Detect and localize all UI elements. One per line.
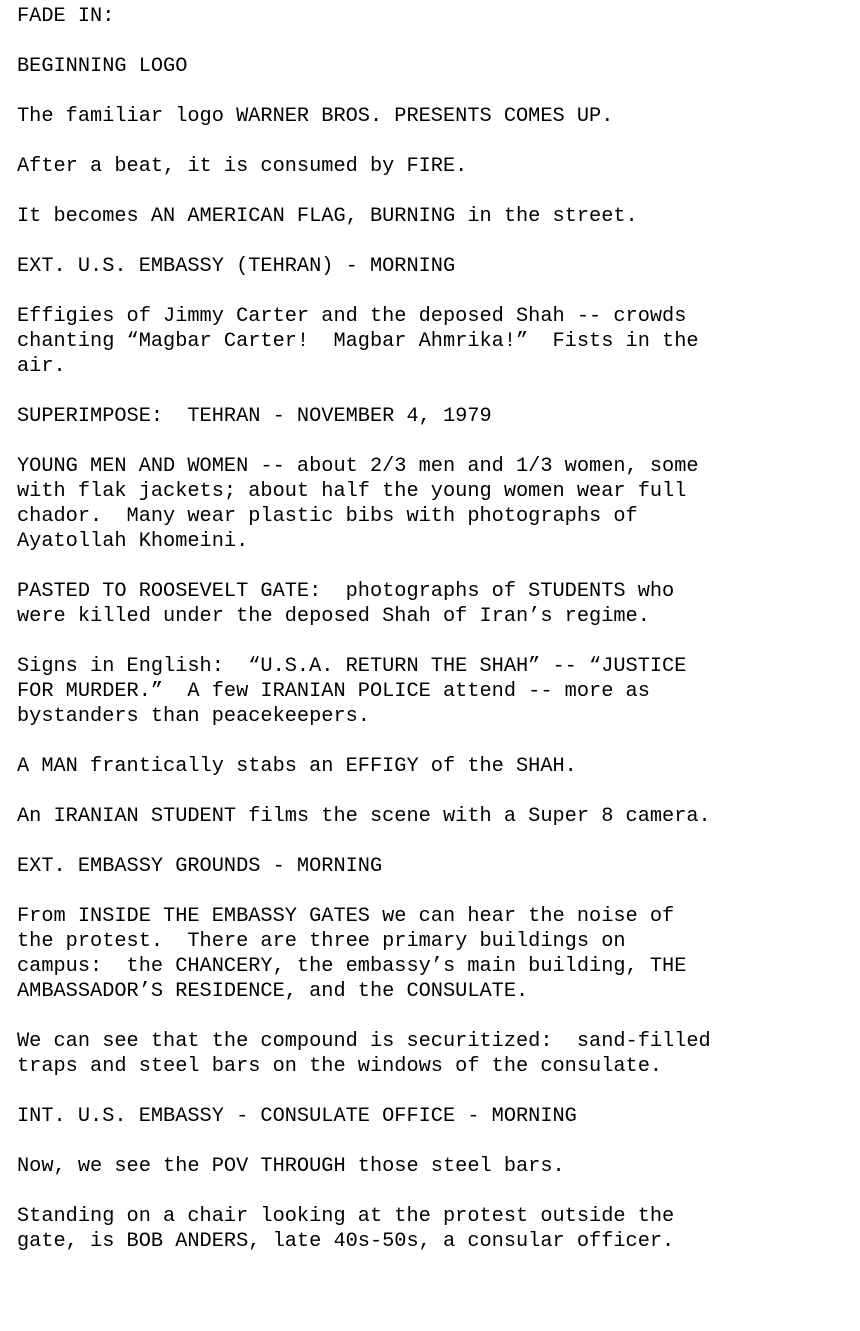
action-paragraph [17, 304, 860, 379]
text-line: chador. Many wear plastic bibs with photographs of [17, 505, 638, 528]
text-line: YOUNG MEN AND WOMEN -- about 2/3 men and 1/3 women, some [17, 455, 699, 478]
text-line: Ayatollah Khomeini. [17, 530, 249, 553]
text-line: Now, we see the POV THROUGH those steel bars. [17, 1155, 565, 1178]
action-paragraph [17, 54, 860, 79]
action-paragraph [17, 104, 860, 129]
text-line: A MAN frantically stabs an EFFIGY of the SHAH. [17, 755, 577, 778]
action-paragraph [17, 404, 860, 429]
text-line: After a beat, it is consumed by FIRE. [17, 155, 468, 178]
action-paragraph [17, 1029, 860, 1079]
text-line: From INSIDE THE EMBASSY GATES we can hear the noise of [17, 905, 675, 928]
text-line: chanting “Magbar Carter! Magbar Ahmrika!” Fists in the [17, 330, 699, 353]
text-line: gate, is BOB ANDERS, late 40s-50s, a consular officer. [17, 1230, 675, 1253]
text-line: EXT. U.S. EMBASSY (TEHRAN) - MORNING [17, 255, 456, 278]
transition [17, 4, 860, 29]
text-line: INT. U.S. EMBASSY - CONSULATE OFFICE - MORNING [17, 1105, 577, 1128]
text-line: air. [17, 355, 66, 378]
text-line: An IRANIAN STUDENT films the scene with a Super 8 camera. [17, 805, 711, 828]
action-paragraph [17, 204, 860, 229]
action-paragraph [17, 579, 860, 629]
text-line: It becomes AN AMERICAN FLAG, BURNING in the street. [17, 205, 638, 228]
action-paragraph [17, 154, 860, 179]
text-line: We can see that the compound is securitized: sand-filled [17, 1030, 711, 1053]
text-line: the protest. There are three primary buildings on [17, 930, 626, 953]
text-line: traps and steel bars on the windows of the consulate. [17, 1055, 663, 1078]
text-line: BEGINNING LOGO [17, 55, 188, 78]
text-line: with flak jackets; about half the young women wear full [17, 480, 687, 503]
text-line: campus: the CHANCERY, the embassy’s main building, THE [17, 955, 687, 978]
text-line: Standing on a chair looking at the protest outside the [17, 1205, 675, 1228]
action-paragraph [17, 1204, 860, 1254]
action-paragraph [17, 904, 860, 1004]
text-line: SUPERIMPOSE: TEHRAN - NOVEMBER 4, 1979 [17, 405, 492, 428]
text-line: PASTED TO ROOSEVELT GATE: photographs of STUDENTS who [17, 580, 675, 603]
action-paragraph [17, 454, 860, 554]
scene-heading [17, 254, 860, 279]
text-line: FADE IN: [17, 5, 115, 28]
action-paragraph [17, 754, 860, 779]
text-line: bystanders than peacekeepers. [17, 705, 370, 728]
text-line: FOR MURDER.” A few IRANIAN POLICE attend -- more as [17, 680, 650, 703]
action-paragraph [17, 1154, 860, 1179]
text-line: AMBASSADOR’S RESIDENCE, and the CONSULATE. [17, 980, 529, 1003]
text-line: EXT. EMBASSY GROUNDS - MORNING [17, 855, 383, 878]
screenplay-page [17, 4, 860, 1279]
scene-heading [17, 854, 860, 879]
text-line: Effigies of Jimmy Carter and the deposed Shah -- crowds [17, 305, 687, 328]
action-paragraph [17, 804, 860, 829]
text-line: Signs in English: “U.S.A. RETURN THE SHAH” -- “JUSTICE [17, 655, 687, 678]
scene-heading [17, 1104, 860, 1129]
text-line: The familiar logo WARNER BROS. PRESENTS COMES UP. [17, 105, 614, 128]
text-line: were killed under the deposed Shah of Iran’s regime. [17, 605, 650, 628]
action-paragraph [17, 654, 860, 729]
